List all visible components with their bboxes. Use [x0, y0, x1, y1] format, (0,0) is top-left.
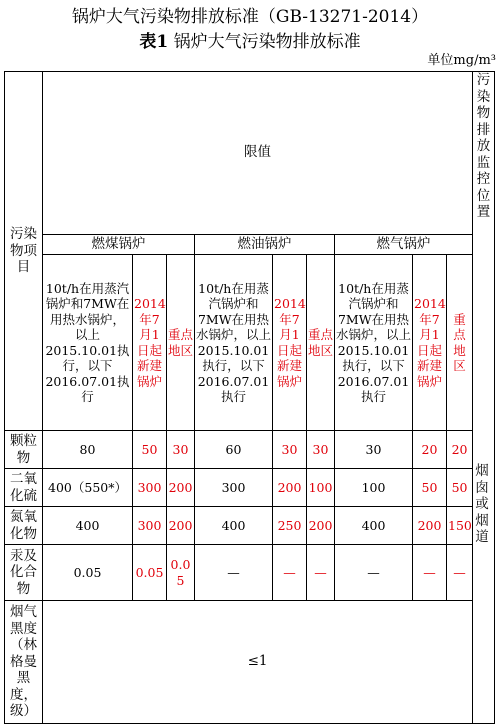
gas-existing-value: 100: [335, 469, 413, 507]
gas-new-value: —: [413, 545, 447, 601]
gas-existing-header: 10t/h在用蒸汽锅炉和7MW在用热水锅炉，以上2015.10.01执行，以下2016.07.01执行: [335, 255, 413, 431]
table-row: [5, 601, 495, 724]
table-row: [5, 545, 495, 601]
oil-new-value: 200: [273, 469, 307, 507]
unit-label: 单位mg/m³: [427, 53, 496, 68]
coal-existing-value: 80: [43, 431, 133, 469]
oil-new-value: —: [273, 545, 307, 601]
gas-existing-value: 30: [335, 431, 413, 469]
oil-key-region-header: 重点地区: [307, 255, 335, 431]
coal-key-value: 200: [167, 507, 195, 545]
gas-new-header: 2014年7月1日起新建锅炉: [413, 255, 447, 431]
coal-new-value: 0.05: [133, 545, 167, 601]
gas-new-value: 200: [413, 507, 447, 545]
coal-key-value: 30: [167, 431, 195, 469]
gas-key-value: 50: [447, 469, 473, 507]
oil-existing-value: 400: [195, 507, 273, 545]
pollutant-header: 污染物项目: [5, 72, 43, 431]
group-coal: 燃煤锅炉: [43, 235, 195, 255]
gas-new-value: 50: [413, 469, 447, 507]
coal-new-value: 300: [133, 507, 167, 545]
coal-key-region-header: 重点地区: [167, 255, 195, 431]
coal-existing-value: 400（550*）: [43, 469, 133, 507]
oil-key-value: 30: [307, 431, 335, 469]
group-gas: 燃气锅炉: [335, 235, 473, 255]
gas-existing-value: —: [335, 545, 413, 601]
oil-new-value: 30: [273, 431, 307, 469]
oil-key-value: 200: [307, 507, 335, 545]
oil-key-value: 100: [307, 469, 335, 507]
coal-new-value: 300: [133, 469, 167, 507]
smoke-blackness-value: ≤1: [43, 601, 473, 724]
oil-existing-value: 60: [195, 431, 273, 469]
coal-new-header: 2014年7月1日起新建锅炉: [133, 255, 167, 431]
pollutant-name: 颗粒物: [5, 431, 43, 469]
gas-key-value: 20: [447, 431, 473, 469]
emission-standard-table: [4, 71, 495, 724]
coal-key-value: 200: [167, 469, 195, 507]
pollutant-name: 二氧化硫: [5, 469, 43, 507]
monitor-position-header: 污染物排放监控位置: [473, 72, 495, 724]
oil-existing-value: 300: [195, 469, 273, 507]
coal-existing-value: 400: [43, 507, 133, 545]
limit-header: 限值: [43, 72, 473, 235]
oil-existing-value: —: [195, 545, 273, 601]
gas-existing-value: 400: [335, 507, 413, 545]
table-number: 表1: [139, 32, 169, 52]
gas-key-value: —: [447, 545, 473, 601]
pollutant-name: 汞及化合物: [5, 545, 43, 601]
oil-new-value: 250: [273, 507, 307, 545]
table-caption-text: 锅炉大气污染物排放标准: [168, 32, 361, 52]
group-oil: 燃油锅炉: [195, 235, 335, 255]
document-title: 锅炉大气污染物排放标准（GB-13271-2014）: [71, 7, 429, 27]
gas-new-value: 20: [413, 431, 447, 469]
oil-new-header: 2014年7月1日起新建锅炉: [273, 255, 307, 431]
table-row: [5, 469, 495, 507]
oil-key-value: —: [307, 545, 335, 601]
table-caption: [0, 31, 500, 53]
table-row: [5, 507, 495, 545]
pollutant-name: 氮氧化物: [5, 507, 43, 545]
oil-existing-header: 10t/h在用蒸汽锅炉和7MW在用热水锅炉，以上2015.10.01执行，以下2016.07.01执行: [195, 255, 273, 431]
coal-existing-header: 10t/h在用蒸汽锅炉和7MW在用热水锅炉，以上2015.10.01执行，以下2016.07.01执行: [43, 255, 133, 431]
coal-existing-value: 0.05: [43, 545, 133, 601]
monitor-flue-label: 烟囱或烟道: [475, 463, 489, 545]
table-row: [5, 431, 495, 469]
gas-key-region-header: 重点地区: [447, 255, 473, 431]
pollutant-name: 烟气黑度（林格曼黑度，级）: [5, 601, 43, 724]
coal-key-value: 0.05: [167, 545, 195, 601]
gas-key-value: 150: [447, 507, 473, 545]
coal-new-value: 50: [133, 431, 167, 469]
